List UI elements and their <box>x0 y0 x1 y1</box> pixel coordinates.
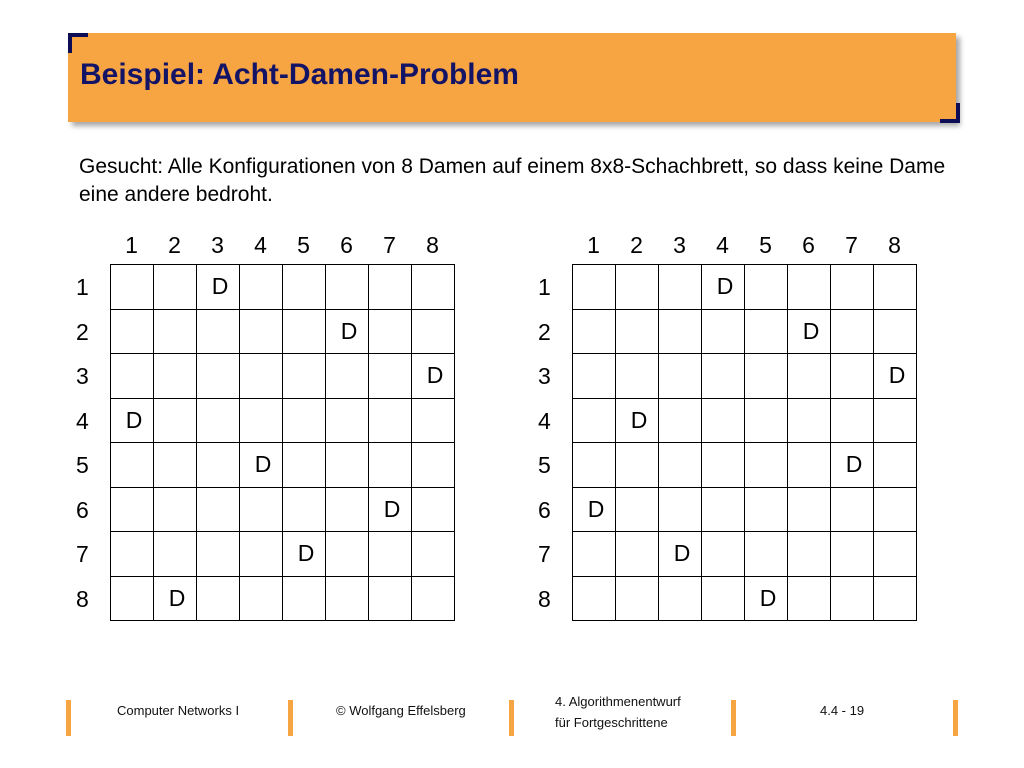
row-label: 3 <box>538 363 551 389</box>
board-cell <box>788 488 831 533</box>
board-cell <box>197 310 240 355</box>
board-cell <box>283 265 326 310</box>
board-cell <box>240 577 283 622</box>
column-label: 4 <box>716 232 729 258</box>
board-cell <box>745 443 788 488</box>
intro-text: Gesucht: Alle Konfigurationen von 8 Damen auf einem 8x8-Schachbrett, so dass keine Dame eine andere bedroht. <box>79 155 946 206</box>
footer-course: Computer Networks I <box>117 703 240 718</box>
queen-cell: D <box>573 488 616 533</box>
row-label: 4 <box>538 407 551 434</box>
board-grid <box>110 264 455 621</box>
board-cell <box>412 532 455 577</box>
footer-chapter-line2: für Fortgeschrittene <box>555 715 668 730</box>
board-cell <box>573 310 616 355</box>
title-corner-top-left <box>68 33 88 53</box>
board-cell <box>412 488 455 533</box>
column-label: 6 <box>802 232 815 258</box>
board-cell <box>659 354 702 399</box>
row-label: 7 <box>76 541 89 567</box>
board-cell <box>745 265 788 310</box>
board-cell <box>283 354 326 399</box>
queen-cell: D <box>412 354 455 399</box>
board-cell <box>369 354 412 399</box>
footer-divider <box>66 700 71 736</box>
board-cell <box>616 577 659 622</box>
board-cell <box>831 310 874 355</box>
board-cell <box>659 443 702 488</box>
board-cell <box>702 399 745 444</box>
board-cell <box>573 577 616 622</box>
board-cell <box>240 310 283 355</box>
footer-divider <box>509 700 514 736</box>
board-cell <box>240 354 283 399</box>
row-label: 1 <box>76 274 89 300</box>
queen-cell: D <box>197 265 240 310</box>
board-cell <box>154 265 197 310</box>
board-cell <box>745 532 788 577</box>
board-cell <box>573 443 616 488</box>
board-cell <box>111 265 154 310</box>
column-label: 5 <box>759 232 772 258</box>
column-label: 2 <box>168 232 181 258</box>
board-cell <box>283 443 326 488</box>
board-cell <box>874 488 917 533</box>
board-cell <box>831 532 874 577</box>
row-label: 7 <box>538 541 551 567</box>
board-cell <box>111 532 154 577</box>
board-cell <box>702 310 745 355</box>
board-cell <box>197 577 240 622</box>
board-cell <box>831 265 874 310</box>
board-cell <box>369 399 412 444</box>
slide-title: Beispiel: Acht-Damen-Problem <box>80 58 519 91</box>
board-cell <box>831 399 874 444</box>
board-cell <box>788 265 831 310</box>
board-cell <box>702 354 745 399</box>
board-cell <box>616 532 659 577</box>
board-cell <box>745 310 788 355</box>
board-cell <box>616 354 659 399</box>
row-label: 1 <box>538 274 551 300</box>
queen-cell: D <box>788 310 831 355</box>
row-label: 8 <box>538 585 551 612</box>
board-cell <box>788 399 831 444</box>
board-cell <box>659 399 702 444</box>
board-cell <box>874 310 917 355</box>
board-cell <box>240 399 283 444</box>
column-label: 7 <box>845 232 858 258</box>
board-cell <box>197 488 240 533</box>
board-cell <box>702 577 745 622</box>
board-cell <box>874 577 917 622</box>
column-label: 5 <box>297 232 310 258</box>
row-label: 6 <box>538 496 551 523</box>
queen-cell: D <box>326 310 369 355</box>
board-cell <box>369 532 412 577</box>
queen-cell: D <box>154 577 197 622</box>
title-corner-bottom-right <box>940 103 960 123</box>
board-cell <box>788 354 831 399</box>
queen-cell: D <box>616 399 659 444</box>
footer-divider <box>953 700 958 736</box>
board-cell <box>369 443 412 488</box>
board-cell <box>412 443 455 488</box>
board-cell <box>154 532 197 577</box>
board-cell <box>788 532 831 577</box>
board-cell <box>326 532 369 577</box>
row-label: 2 <box>76 318 89 345</box>
row-label: 3 <box>76 363 89 389</box>
board-cell <box>197 399 240 444</box>
board-cell <box>369 577 412 622</box>
queen-cell: D <box>283 532 326 577</box>
board-cell <box>412 399 455 444</box>
board-cell <box>197 532 240 577</box>
board-cell <box>702 443 745 488</box>
board-cell <box>616 265 659 310</box>
queen-cell: D <box>659 532 702 577</box>
board-cell <box>788 577 831 622</box>
board-cell <box>874 443 917 488</box>
queen-cell: D <box>745 577 788 622</box>
board-cell <box>283 488 326 533</box>
board-cell <box>659 265 702 310</box>
queen-cell: D <box>111 399 154 444</box>
row-label: 4 <box>76 407 89 434</box>
board-cell <box>154 443 197 488</box>
board-cell <box>412 577 455 622</box>
board-cell <box>573 532 616 577</box>
board-cell <box>659 488 702 533</box>
board-cell <box>573 354 616 399</box>
board-cell <box>659 577 702 622</box>
board-cell <box>111 354 154 399</box>
column-label: 4 <box>254 232 267 258</box>
board-cell <box>874 399 917 444</box>
board-cell <box>154 488 197 533</box>
board-cell <box>154 354 197 399</box>
footer-page-number: 4.4 - 19 <box>820 703 865 718</box>
footer-author: © Wolfgang Effelsberg <box>336 703 466 718</box>
board-cell <box>154 399 197 444</box>
board-grid <box>572 264 917 621</box>
board-cell <box>831 354 874 399</box>
board-cell <box>111 577 154 622</box>
board-cell <box>412 310 455 355</box>
queen-cell: D <box>702 265 745 310</box>
board-cell <box>326 265 369 310</box>
board-cell <box>326 443 369 488</box>
footer-divider <box>288 700 293 736</box>
board-cell <box>326 577 369 622</box>
board-cell <box>154 310 197 355</box>
board-cell <box>197 443 240 488</box>
queen-cell: D <box>874 354 917 399</box>
board-cell <box>111 443 154 488</box>
board-cell <box>702 532 745 577</box>
board-cell <box>326 488 369 533</box>
board-cell <box>283 310 326 355</box>
board-cell <box>745 488 788 533</box>
queen-cell: D <box>240 443 283 488</box>
board-cell <box>326 399 369 444</box>
board-cell <box>874 532 917 577</box>
board-cell <box>369 310 412 355</box>
board-cell <box>573 265 616 310</box>
board-cell <box>831 488 874 533</box>
board-cell <box>573 399 616 444</box>
footer-divider <box>731 700 736 736</box>
column-label: 2 <box>630 232 643 258</box>
queen-cell: D <box>831 443 874 488</box>
column-label: 8 <box>426 232 439 258</box>
row-label: 6 <box>76 496 89 523</box>
row-label: 5 <box>538 452 551 478</box>
column-label: 7 <box>383 232 396 258</box>
board-cell <box>745 399 788 444</box>
board-cell <box>197 354 240 399</box>
column-label: 3 <box>211 232 224 258</box>
board-cell <box>616 488 659 533</box>
column-label: 1 <box>125 232 138 258</box>
board-cell <box>240 265 283 310</box>
board-cell <box>111 488 154 533</box>
board-cell <box>831 577 874 622</box>
board-cell <box>283 399 326 444</box>
queen-cell: D <box>369 488 412 533</box>
row-label: 5 <box>76 452 89 478</box>
board-cell <box>874 265 917 310</box>
column-label: 6 <box>340 232 353 258</box>
column-label: 3 <box>673 232 686 258</box>
board-cell <box>788 443 831 488</box>
board-cell <box>240 532 283 577</box>
board-cell <box>702 488 745 533</box>
row-label: 2 <box>538 318 551 345</box>
column-label: 8 <box>888 232 901 258</box>
board-cell <box>283 577 326 622</box>
row-label: 8 <box>76 585 89 612</box>
board-cell <box>616 310 659 355</box>
board-cell <box>659 310 702 355</box>
board-cell <box>240 488 283 533</box>
column-label: 1 <box>587 232 600 258</box>
footer-chapter-line1: 4. Algorithmenentwurf <box>555 694 681 709</box>
board-cell <box>326 354 369 399</box>
board-cell <box>616 443 659 488</box>
board-cell <box>111 310 154 355</box>
board-cell <box>745 354 788 399</box>
board-cell <box>369 265 412 310</box>
board-cell <box>412 265 455 310</box>
